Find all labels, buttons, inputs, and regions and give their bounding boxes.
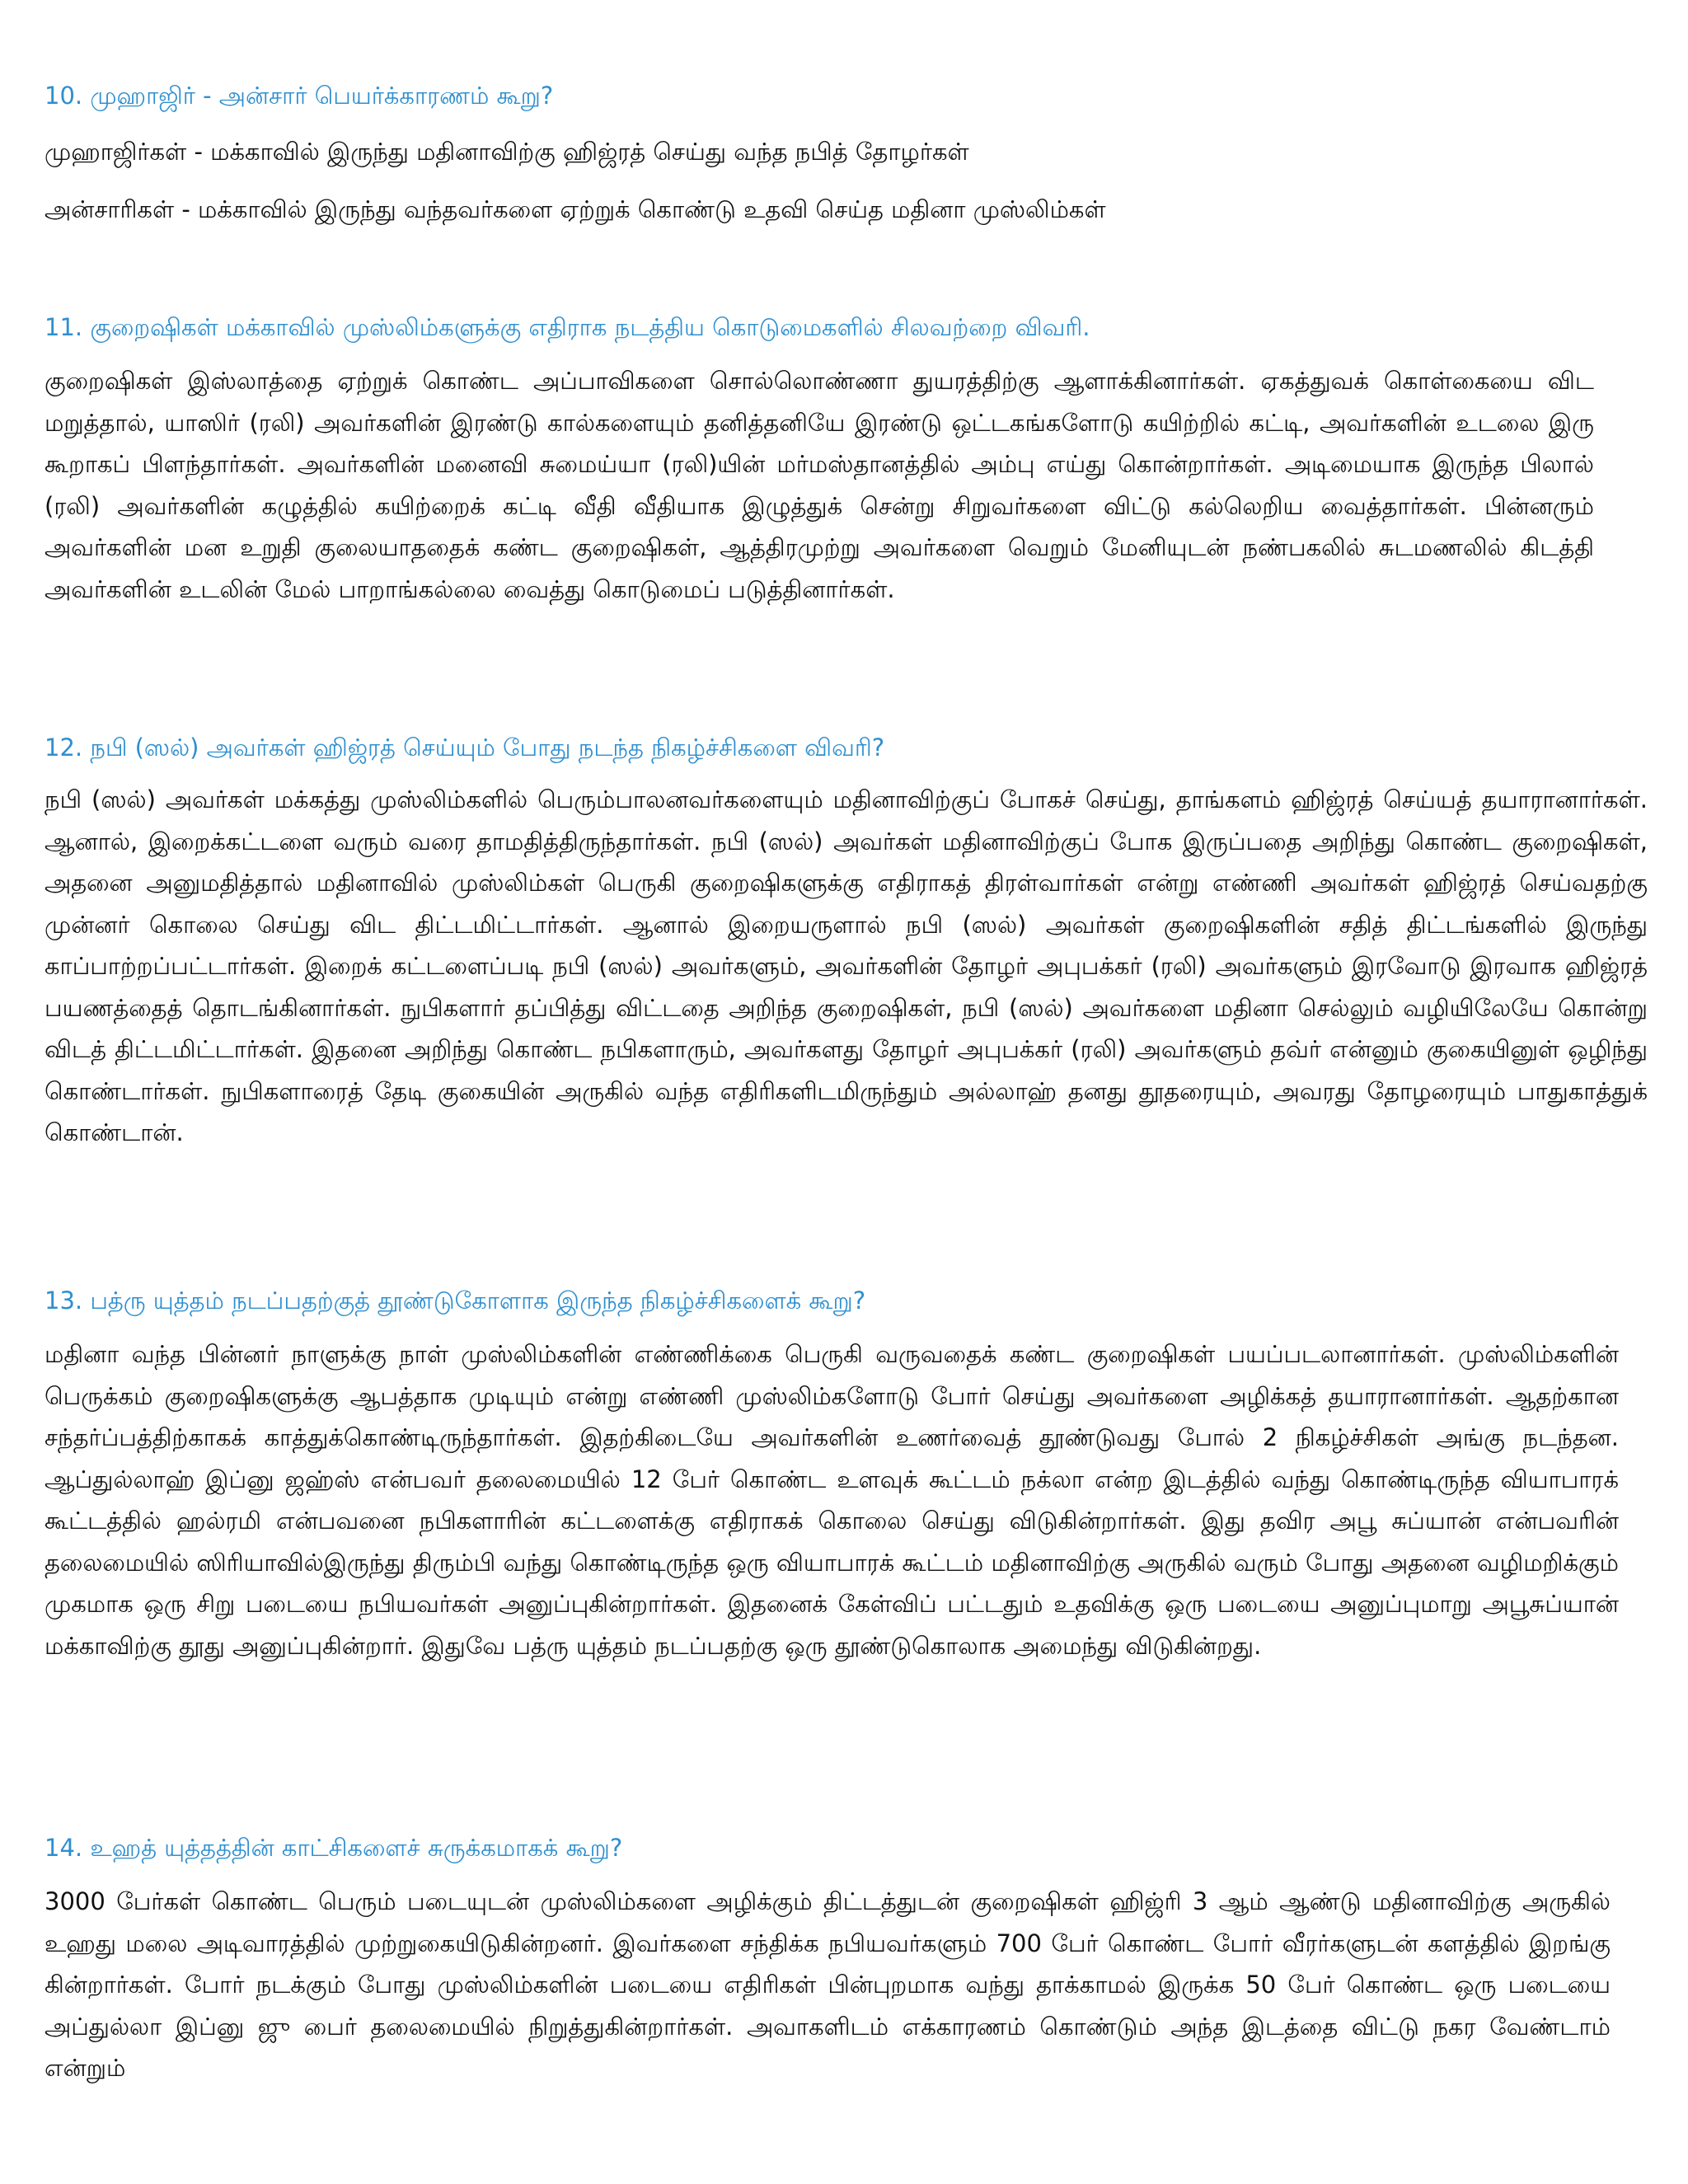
question-10-heading: 10. முஹாஜிர் - அன்சார் பெயர்க்காரணம் கூறு? [45, 82, 554, 110]
answer-line-ansar: அன்சாரிகள் - மக்காவில் இருந்து வந்தவர்களை ஏற்றுக் கொண்டு உதவி செய்த மதினா முஸ்லிம்கள் [45, 195, 1106, 223]
question-13-heading: 13. பத்ரு யுத்தம் நடப்பதற்குத் தூண்டுகோளாக இருந்த நிகழ்ச்சிகளைக் கூறு? [45, 1286, 866, 1315]
question-10-section [45, 79, 1106, 226]
question-13-answer: மதினா வந்த பின்னர் நாளுக்கு நாள் முஸ்லிம்களின் எண்ணிக்கை பெருகி வருவதைக் கண்ட குறைஷிகள் பயப்படலானார்கள். முஸ்லிம்களின் பெருக்கம் குறைஷிகளுக்கு ஆபத்தாக முடியும் என்று எண்ணி முஸ்லிம்களோடு போர் செய்து அவர்களை அழிக்கத் தயாரானார்கள். ஆதற்கான சந்தர்ப்பத்திற்காகக் காத்துக்கொண்டிருந்தார்கள். இதற்கிடையே அவர்களின் உணர்வைத் தூண்டுவது போல் 2 நிகழ்ச்சிகள் அங்கு நடந்தன. ஆப்துல்லாஹ் இப்னு ஜஹ்ஸ் என்பவர் தலைமையில் 12 பேர் கொண்ட உளவுக் கூட்டம் நக்லா என்ற இடத்தில் வந்து கொண்டிருந்த வியாபாரக் கூட்டத்தில் ஹல்ரமி என்பவனை நபிகளாரின் கட்டளைக்கு எதிராகக் கொலை செய்து விடுகின்றார்கள். இது தவிர அபூ சுப்யான் என்பவரின் தலைமையில் ஸிரியாவில்இருந்து திரும்பி வந்து கொண்டிருந்த ஒரு வியாபாரக் கூட்டம் மதினாவிற்கு அருகில் வரும் போது அதனை வழிமறிக்கும் முகமாக ஒரு சிறு படையை நபியவர்கள் அனுப்புகின்றார்கள். இதனைக் கேள்விப் பட்டதும் உதவிக்கு ஒரு படையை அனுப்புமாறு அபூசுப்யான் மக்காவிற்கு தூது அனுப்புகின்றார். இதுவே பத்ரு யுத்தம் நடப்பதற்கு ஒரு தூண்டுகொலாக அமைந்து விடுகின்றது. [45, 1340, 1619, 1660]
question-11-heading: 11. குறைஷிகள் மக்காவில் முஸ்லிம்களுக்கு எதிராக நடத்திய கொடுமைகளில் சிலவற்றை விவரி. [45, 313, 1090, 341]
question-14-heading: 14. உஹத் யுத்தத்தின் காட்சிகளைச் சுருக்கமாகக் கூறு? [45, 1834, 623, 1862]
question-11-section [45, 311, 1594, 610]
question-11-answer: குறைஷிகள் இஸ்லாத்தை ஏற்றுக் கொண்ட அப்பாவிகளை சொல்லொண்ணா துயரத்திற்கு ஆளாக்கினார்கள். ஏகத்துவக் கொள்கையை விட மறுத்தால், யாஸிர் (ரலி) அவர்களின் இரண்டு கால்களையும் தனித்தனியே இரண்டு ஒட்டகங்களோடு கயிற்றில் கட்டி, அவர்களின் உடலை இரு கூறாகப் பிளந்தார்கள். அவர்களின் மனைவி சுமைய்யா (ரலி)யின் மர்மஸ்தானத்தில் அம்பு எய்து கொன்றார்கள். அடிமையாக இருந்த பிலால் (ரலி) அவர்களின் கழுத்தில் கயிற்றைக் கட்டி வீதி வீதியாக இழுத்துக் சென்று சிறுவர்களை விட்டு கல்லெறிய வைத்தார்கள். பின்னரும் அவர்களின் மன உறுதி குலையாததைக் கண்ட குறைஷிகள், ஆத்திரமுற்று அவர்களை வெறும் மேனியுடன் நண்பகலில் சுடமணலில் கிடத்தி அவர்களின் உடலின் மேல் பாறாங்கல்லை வைத்து கொடுமைப் படுத்தினார்கள். [45, 367, 1594, 603]
question-14-section [45, 1831, 1611, 2089]
question-12-heading: 12. நபி (ஸல்) அவர்கள் ஹிஜ்ரத் செய்யும் போது நடந்த நிகழ்ச்சிகளை விவரி? [45, 733, 885, 762]
question-12-answer: நபி (ஸல்) அவர்கள் மக்கத்து முஸ்லிம்களில் பெரும்பாலனவர்களையும் மதினாவிற்குப் போகச் செய்து, தாங்களம் ஹிஜ்ரத் செய்யத் தயாரானார்கள். ஆனால், இறைக்கட்டளை வரும் வரை தாமதித்திருந்தார்கள். நபி (ஸல்) அவர்கள் மதினாவிற்குப் போக இருப்பதை அறிந்து கொண்ட குறைஷிகள், அதனை அனுமதித்தால் மதினாவில் முஸ்லிம்கள் பெருகி குறைஷிகளுக்கு எதிராகத் திரள்வார்கள் என்று எண்ணி அவர்கள் ஹிஜ்ரத் செய்வதற்கு முன்னர் கொலை செய்து விட திட்டமிட்டார்கள். ஆனால் இறையருளால் நபி (ஸல்) அவர்கள் குறைஷிகளின் சதித் திட்டங்களில் இருந்து காப்பாற்றப்பட்டார்கள். இறைக் கட்டளைப்படி நபி (ஸல்) அவர்களும், அவர்களின் தோழர் அபுபக்கர் (ரலி) அவர்களும் இரவோடு இரவாக ஹிஜ்ரத் பயணத்தைத் தொடங்கினார்கள். நுபிகளார் தப்பித்து விட்டதை அறிந்த குறைஷிகள், நபி (ஸல்) அவர்களை மதினா செல்லும் வழியிலேயே கொன்று விடத் திட்டமிட்டார்கள். இதனை அறிந்து கொண்ட நபிகளாரும், அவர்களது தோழர் அபுபக்கர் (ரலி) அவர்களும் தவ்ர் என்னும் குகையினுள் ஒழிந்து கொண்டார்கள். நுபிகளாரைத் தேடி குகையின் அருகில் வந்த எதிரிகளிடமிருந்தும் அல்லாஹ் தனது தூதரையும், அவரது தோழரையும் பாதுகாத்துக் கொண்டான். [45, 785, 1648, 1146]
question-14-answer: 3000 பேர்கள் கொண்ட பெரும் படையுடன் முஸ்லிம்களை அழிக்கும் திட்டத்துடன் குறைஷிகள் ஹிஜ்ரி 3 ஆம் ஆண்டு மதினாவிற்கு அருகில் உஹது மலை அடிவாரத்தில் முற்றுகையிடுகின்றனர். இவர்களை சந்திக்க நபியவர்களும் 700 பேர் கொண்ட போர் வீரர்களுடன் களத்தில் இறங்கு கின்றார்கள். போர் நடக்கும் போது முஸ்லிம்களின் படையை எதிரிகள் பின்புறமாக வந்து தாக்காமல் இருக்க 50 பேர் கொண்ட ஒரு படையை அப்துல்லா இப்னு ஜு பைர் தலைமையில் நிறுத்துகின்றார்கள். அவாகளிடம் எக்காரணம் கொண்டும் அந்த இடத்தை விட்டு நகர வேண்டாம் என்றும் [45, 1887, 1611, 2082]
answer-line-muhajir: முஹாஜிர்கள் - மக்காவில் இருந்து மதினாவிற்கு ஹிஜ்ரத் செய்து வந்த நபித் தோழர்கள் [45, 138, 969, 166]
question-13-section [45, 1284, 1619, 1666]
question-12-section [45, 731, 1648, 1154]
